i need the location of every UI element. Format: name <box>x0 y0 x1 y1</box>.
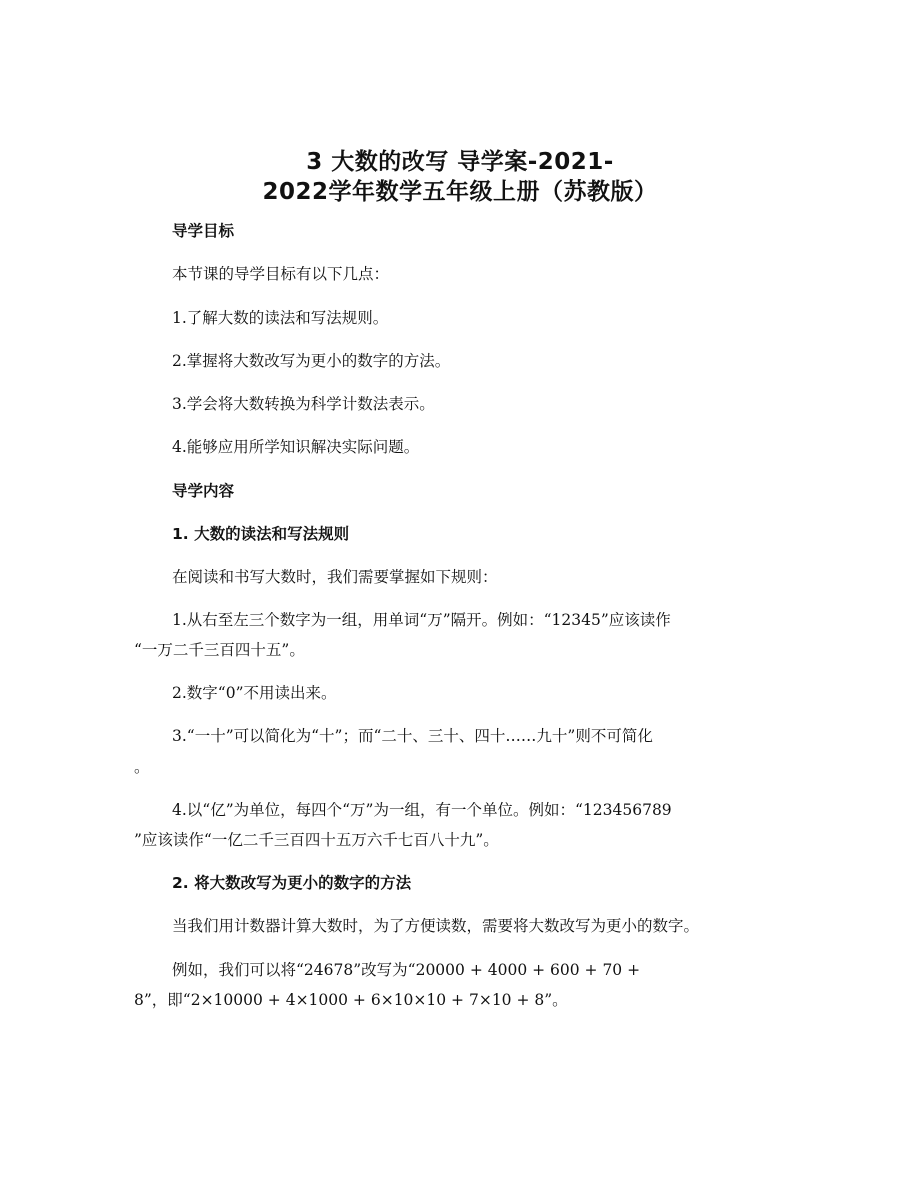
objective-item-2: 2.掌握将大数改写为更小的数字的方法。 <box>172 352 451 370</box>
rule1-line2: “一万二千三百四十五”。 <box>134 641 305 659</box>
rule1-line1: 1.从右至左三个数字为一组，用单词“万”隔开。例如：“12345”应该读作 <box>172 611 671 629</box>
content-heading: 导学内容 <box>172 482 235 500</box>
rule4-line2: ”应该读作“一亿二千三百四十五万六千七百八十九”。 <box>134 831 499 849</box>
section2-heading: 2. 将大数改写为更小的数字的方法 <box>172 874 412 892</box>
rule3-line2: 。 <box>134 758 150 776</box>
rule4-line1: 4.以“亿”为单位，每四个“万”为一组，有一个单位。例如：“123456789 <box>172 801 672 819</box>
document-title-line2: 2022学年数学五年级上册（苏教版） <box>262 179 658 205</box>
objective-item-1: 1.了解大数的读法和写法规则。 <box>172 309 389 327</box>
rule3-line1: 3.“一十”可以简化为“十”；而“二十、三十、四十……九十”则不可简化 <box>172 727 653 745</box>
document-title-line1: 3 大数的改写 导学案-2021- <box>306 149 614 175</box>
section1-heading: 1. 大数的读法和写法规则 <box>172 525 350 543</box>
section2-para2-line2: 8”，即“2×10000 + 4×1000 + 6×10×10 + 7×10 + 8”。 <box>134 991 568 1009</box>
section2-para2-line1: 例如，我们可以将“24678”改写为“20000 + 4000 + 600 + 70 + <box>172 961 641 979</box>
section1-intro: 在阅读和书写大数时，我们需要掌握如下规则： <box>172 568 498 586</box>
objectives-heading: 导学目标 <box>172 222 235 240</box>
section2-para1: 当我们用计数器计算大数时，为了方便读数，需要将大数改写为更小的数字。 <box>172 917 700 935</box>
rule2: 2.数字“0”不用读出来。 <box>172 684 337 702</box>
objectives-intro: 本节课的导学目标有以下几点： <box>172 265 390 283</box>
objective-item-4: 4.能够应用所学知识解决实际问题。 <box>172 438 420 456</box>
objective-item-3: 3.学会将大数转换为科学计数法表示。 <box>172 395 435 413</box>
